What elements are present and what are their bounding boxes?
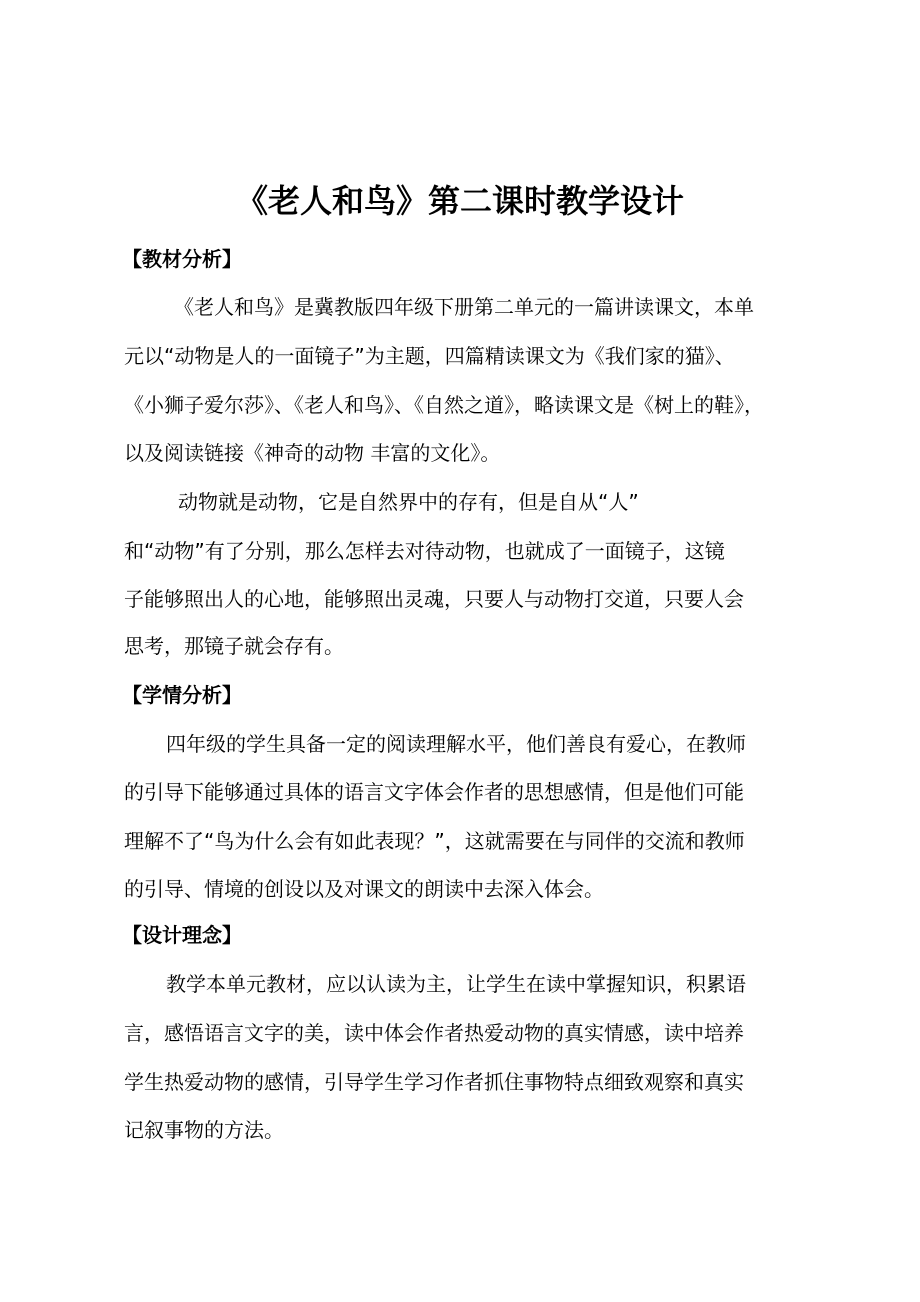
- paragraph-line: 的引导、情境的创设以及对课文的朗读中去深入体会。: [124, 877, 604, 901]
- paragraph-line: 元以“动物是人的一面镜子”为主题，四篇精读课文为《我们家的猫》、: [124, 344, 735, 368]
- paragraph-line: 理解不了“鸟为什么会有如此表现？”，这就需要在与同伴的交流和教师: [124, 829, 745, 853]
- paragraph-line: 记叙事物的方法。: [124, 1118, 284, 1142]
- paragraph-line: 四年级的学生具备一定的阅读理解水平，他们善良有爱心，在教师: [166, 732, 746, 756]
- paragraph-line: 和“动物”有了分别，那么怎样去对待动物，也就成了一面镜子，这镜: [124, 539, 725, 563]
- paragraph-line: 子能够照出人的心地，能够照出灵魂，只要人与动物打交道，只要人会: [124, 587, 744, 611]
- paragraph-line: 以及阅读链接《神奇的动物 丰富的文化》。: [124, 441, 501, 465]
- paragraph-line: 言，感悟语言文字的美，读中体会作者热爱动物的真实情感，读中培养: [124, 1021, 744, 1045]
- paragraph-line: 《老人和鸟》是冀教版四年级下册第二单元的一篇讲读课文，本单: [174, 295, 754, 319]
- paragraph-line: 思考，那镜子就会存有。: [124, 634, 344, 658]
- section-heading-student-analysis: 【学情分析】: [122, 683, 242, 707]
- paragraph-line: 动物就是动物，它是自然界中的存有，但是自从“人”: [178, 490, 639, 514]
- section-heading-design-concept: 【设计理念】: [122, 923, 242, 947]
- paragraph-line: 教学本单元教材，应以认读为主，让学生在读中掌握知识，积累语: [166, 972, 746, 996]
- paragraph-line: 的引导下能够通过具体的语言文字体会作者的思想感情，但是他们可能: [124, 780, 744, 804]
- paragraph-line: 学生热爱动物的感情，引导学生学习作者抓住事物特点细致观察和真实: [124, 1070, 744, 1094]
- page-title: 《老人和鸟》第二课时教学设计: [235, 182, 684, 220]
- paragraph-line: 《小狮子爱尔莎》、《老人和鸟》、《自然之道》，略读课文是《树上的鞋》，: [124, 393, 764, 417]
- section-heading-textbook-analysis: 【教材分析】: [122, 247, 242, 271]
